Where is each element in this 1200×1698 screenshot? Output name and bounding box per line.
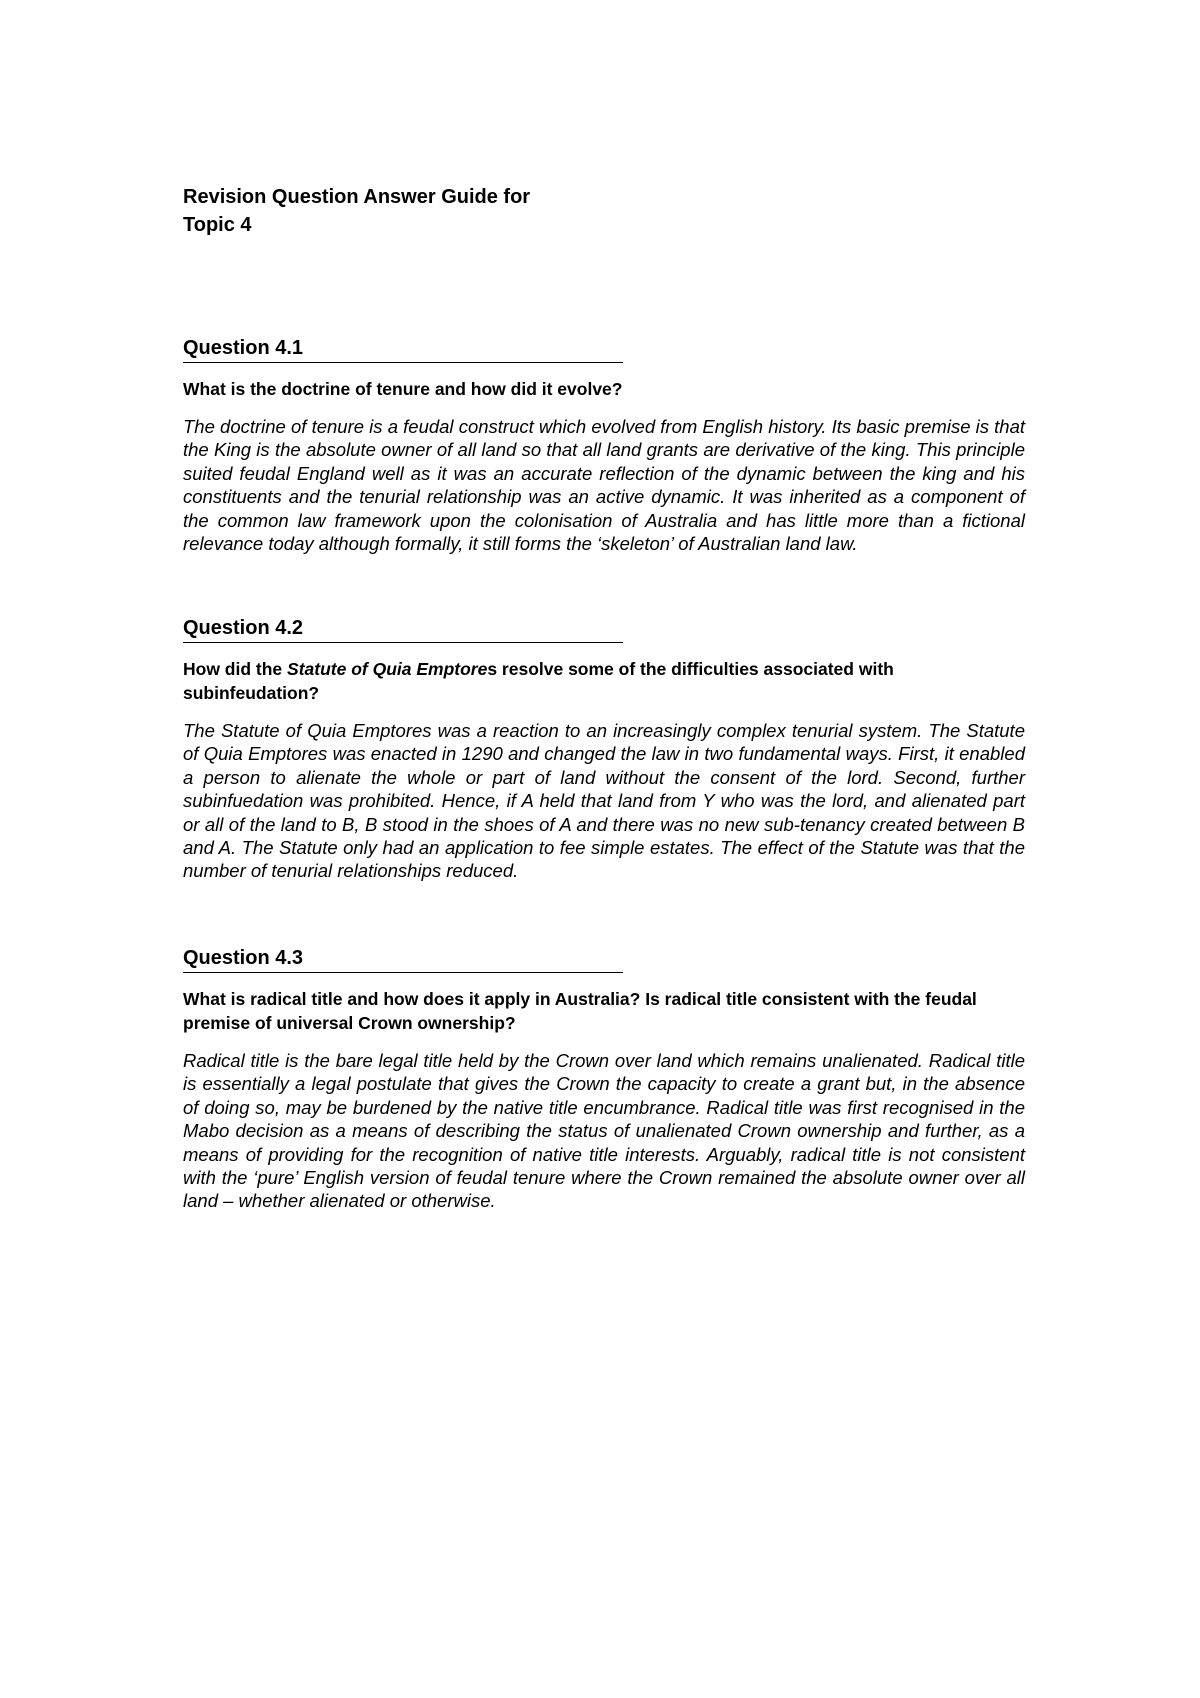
question-text-suffix: s resolve some of the difficulties associated with subinfeudation? — [183, 659, 894, 703]
statute-name: Statute of Quia Emptore — [287, 659, 488, 679]
question-section-4-3 — [183, 945, 1025, 1213]
document-page — [183, 183, 1025, 1212]
question-text: What is radical title and how does it apply in Australia? Is radical title consistent with the feudal premise of universal Crown ownership? — [183, 989, 977, 1033]
question-section-4-1 — [183, 335, 1025, 555]
title-line-1: Revision Question Answer Guide for — [183, 186, 531, 208]
question-text: What is the doctrine of tenure and how did it evolve? — [183, 379, 623, 399]
question-text — [183, 657, 1025, 705]
question-text-prefix: How did the — [183, 659, 288, 679]
question-section-4-2 — [183, 615, 1025, 883]
answer-text: Radical title is the bare legal title held by the Crown over land which remains unalienated. Radical title is essentially a legal postulate that gives the Crown the capacity to create a grant but, in the absence of doing so, may be burdened by the native title encumbrance. Radical title was first recognised in the Mabo decision as a means of describing the status of unalienated Crown ownership and further, as a means of providing for the recognition of native title interests. Arguably, radical title is not consistent with the ‘pure’ English version of feudal tenure where the Crown remained the absolute owner over all land – whether alienated or otherwise. — [183, 1050, 1025, 1212]
document-title — [183, 183, 1025, 239]
answer-text: The doctrine of tenure is a feudal construct which evolved from English history. Its basic premise is that the King is the absolute owner of all land so that all land grants are derivative of the king. This principle suited feudal England well as it was an accurate reflection of the dynamic between the king and his constituents and the tenurial relationship was an active dynamic. It was inherited as a component of the common law framework upon the colonisation of Australia and has little more than a fictional relevance today although formally, it still forms the ‘skeleton’ of Australian land law. — [183, 416, 1025, 555]
title-line-2: Topic 4 — [183, 214, 252, 236]
question-heading: Question 4.2 — [183, 615, 623, 643]
answer-text: The Statute of Quia Emptores was a reaction to an increasingly complex tenurial system. The Statute of Quia Emptores was enacted in 1290 and changed the law in two fundamental ways. First, it enabled a person to alienate the whole or part of land without the consent of the lord. Second, further subinfuedation was prohibited. Hence, if A held that land from Y who was the lord, and alienated part or all of the land to B, B stood in the shoes of A and there was no new sub-tenancy created between B and A. The Statute only had an application to fee simple estates. The effect of the Statute was that the number of tenurial relationships reduced. — [183, 720, 1025, 882]
question-heading: Question 4.1 — [183, 335, 623, 363]
question-heading: Question 4.3 — [183, 945, 623, 973]
